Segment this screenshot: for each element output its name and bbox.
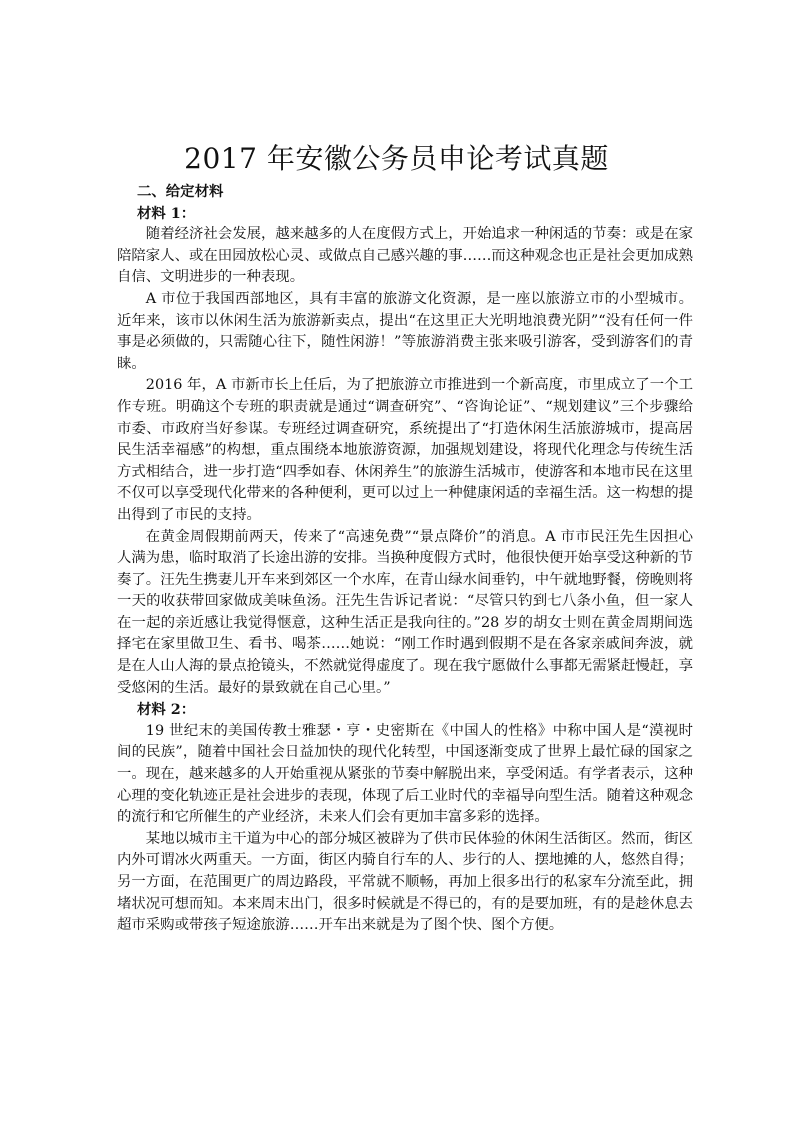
material1-paragraph: 在黄金周假期前两天，传来了“高速免费”“景点降价”的消息。A 市市民汪先生因担心人满为患，临时取消了长途出游的安排。当换种度假方式时，他很快便开始享受这种新的节奏了。汪先生携妻儿开车来到郊区一个水库，在青山绿水间垂钓，中午就地野餐，傍晚则将一天的收获带回家做成美味鱼汤。汪先生告诉记者说：“尽管只钓到七八条小鱼，但一家人在一起的亲近感让我觉得惬意，这种生活正是我向往的。”28 岁的胡女士则在黄金周期间选择宅在家里做卫生、看书、喝茶……她说：“刚工作时遇到假期不是在各家亲戚间奔波，就是在人山人海的景点抢镜头，不然就觉得虚度了。现在我宁愿做什么事都无需紧赶慢赶，享受悠闲的生活。最好的景致就在自己心里。” (117, 528, 693, 696)
material2-heading: 材料 2： (137, 701, 196, 719)
material2-paragraph: 某地以城市主干道为中心的部分城区被辟为了供市民体验的休闲生活街区。然而，街区内外可谓冰火两重天。一方面，街区内骑自行车的人、步行的人、摆地摊的人，悠然自得；另一方面，在范围更广的周边路段，平常就不顺畅，再加上很多出行的私家车分流至此，拥堵状况可想而知。本来周末出门，很多时候就是不得已的，有的是要加班，有的是趁休息去超市采购或带孩子短途旅游……开车出来就是为了图个快、图个方便。 (117, 830, 693, 934)
material2-paragraph: 19 世纪末的美国传教士雅瑟・亨・史密斯在《中国人的性格》中称中国人是“漠视时间的民族”，随着中国社会日益加快的现代化转型，中国逐渐变成了世界上最忙碌的国家之一。现在，越来越多的人开始重视从紧张的节奏中解脱出来，享受闲适。有学者表示，这种心理的变化轨迹正是社会进步的表现，体现了后工业时代的幸福导向型生活。随着这种观念的流行和它所催生的产业经济，未来人们会有更加丰富多彩的选择。 (117, 722, 693, 826)
material1-paragraph: A 市位于我国西部地区，具有丰富的旅游文化资源，是一座以旅游立市的小型城市。近年来，该市以休闲生活为旅游新卖点，提出“在这里正大光明地浪费光阴”“没有任何一件事是必须做的，只需随心往下，随性闲游！”等旅游消费主张来吸引游客，受到游客们的青睐。 (117, 290, 693, 372)
material1-paragraph: 随着经济社会发展，越来越多的人在度假方式上，开始追求一种闲适的节奏：或是在家陪陪家人、或在田园放松心灵、或做点自己感兴趣的事……而这种观念也正是社会更加成熟自信、文明进步的一种表现。 (117, 226, 693, 286)
material1-paragraph: 2016 年，A 市新市长上任后，为了把旅游立市推进到一个新高度，市里成立了一个工作专班。明确这个专班的职责就是通过“调查研究”、“咨询论证”、“规划建议”三个步骤给市委、市政府当好参谋。专班经过调查研究，系统提出了“打造休闲生活旅游城市，提高居民生活幸福感”的构想，重点围绕本地旅游资源，加强规划建设，将现代化理念与传统生活方式相结合，进一步打造“四季如春、休闲养生”的旅游生活城市，使游客和本地市民在这里不仅可以享受现代化带来的各种便利，更可以过上一种健康闲适的幸福生活。这一构想的提出得到了市民的支持。 (117, 377, 693, 523)
document-body (117, 181, 693, 937)
material1-heading: 材料 1： (137, 204, 196, 222)
section-heading: 二、给定材料 (137, 183, 224, 200)
document-title: 2017 年安徽公务员申论考试真题 (184, 142, 609, 175)
